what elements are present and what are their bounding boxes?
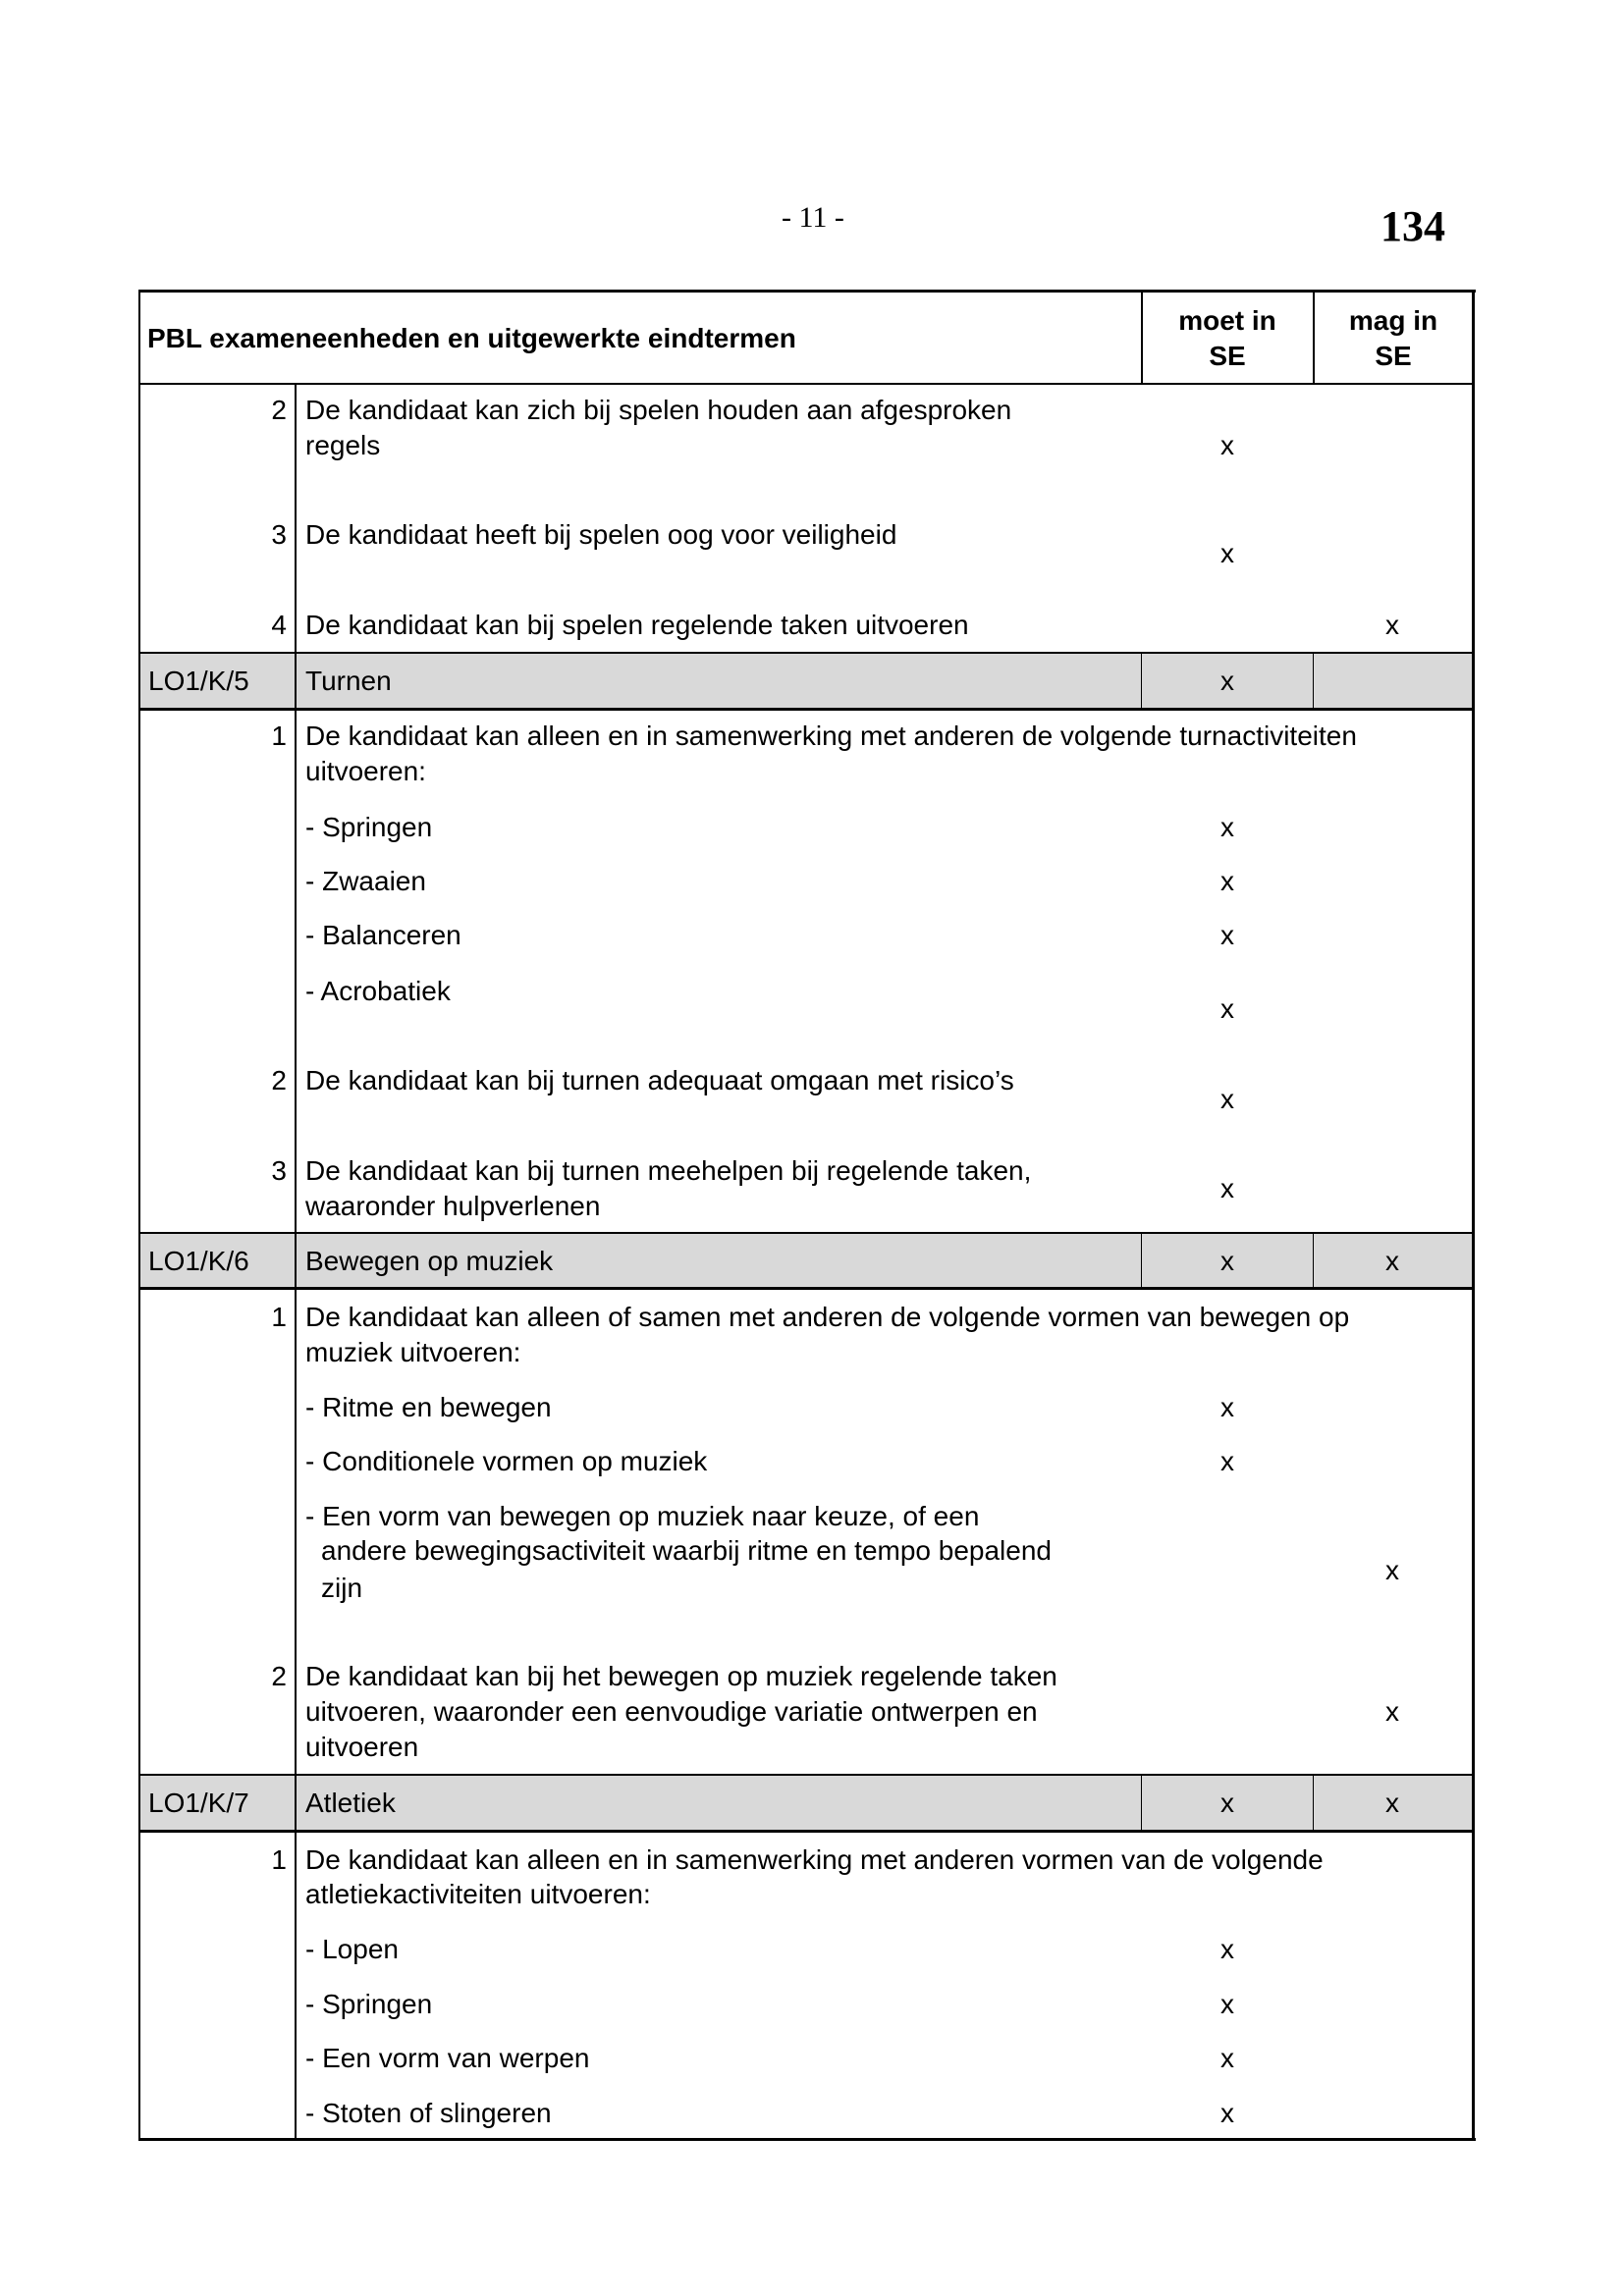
rule-k5-bottom: [138, 708, 1474, 711]
item-number: 3: [271, 1155, 287, 1186]
section-moet-mark: x: [1220, 1788, 1234, 1818]
moet-mark: x: [1220, 2043, 1234, 2073]
col-header-moet-line2: SE: [1209, 341, 1246, 371]
col-code-divider: [295, 383, 297, 2140]
rule-k6-bottom: [138, 1287, 1474, 1290]
section-code: LO1/K/6: [148, 1246, 249, 1276]
item-text: atletiekactiviteiten uitvoeren:: [305, 1879, 651, 1909]
item-number: 3: [271, 519, 287, 550]
table-border-left: [138, 290, 140, 2141]
item-text: De kandidaat kan bij turnen adequaat omgaan met risico’s: [305, 1065, 1014, 1095]
item-number: 1: [271, 1844, 287, 1875]
item-number: 2: [271, 1661, 287, 1691]
sub-item-label: andere bewegingsactiviteit waarbij ritme en tempo bepalend: [321, 1535, 1052, 1566]
section-title: Bewegen op muziek: [305, 1246, 554, 1276]
section-mag-mark: x: [1385, 1246, 1399, 1276]
sub-item-label: - Zwaaien: [305, 866, 426, 896]
item-text: uitvoeren:: [305, 756, 426, 786]
moet-mark: x: [1220, 2098, 1234, 2128]
moet-mark: x: [1220, 430, 1234, 460]
mag-mark: x: [1385, 1555, 1399, 1585]
sub-item-label: - Conditionele vormen op muziek: [305, 1446, 708, 1476]
sub-item-label: - Balanceren: [305, 920, 461, 950]
item-text: De kandidaat kan alleen en in samenwerking met anderen vormen van de volgende: [305, 1844, 1324, 1875]
page-number: 134: [1380, 202, 1445, 250]
section-title: Turnen: [305, 666, 392, 696]
moet-mark: x: [1220, 1989, 1234, 2019]
moet-mark: x: [1220, 538, 1234, 568]
moet-mark: x: [1220, 866, 1234, 896]
moet-mark: x: [1220, 1392, 1234, 1422]
item-text: waaronder hulpverlenen: [305, 1191, 601, 1221]
table-border-right: [1472, 290, 1475, 2141]
sub-item-label: zijn: [321, 1573, 363, 1603]
k5-col-moet-divider: [1141, 653, 1142, 709]
section-code: LO1/K/5: [148, 666, 249, 696]
rule-k6-top: [138, 1232, 1474, 1234]
sub-item-label: - Ritme en bewegen: [305, 1392, 552, 1422]
moet-mark: x: [1220, 920, 1234, 950]
item-text: uitvoeren: [305, 1732, 419, 1762]
moet-mark: x: [1220, 1446, 1234, 1476]
item-text: De kandidaat heeft bij spelen oog voor veiligheid: [305, 519, 897, 550]
section-title: Atletiek: [305, 1788, 396, 1818]
item-text: De kandidaat kan alleen of samen met anderen de volgende vormen van bewegen op: [305, 1302, 1350, 1332]
rule-k7-top: [138, 1774, 1474, 1776]
moet-mark: x: [1220, 1934, 1234, 1964]
table-border-bottom: [138, 2138, 1476, 2141]
moet-mark: x: [1220, 1173, 1234, 1203]
item-text: De kandidaat kan alleen en in samenwerking met anderen de volgende turnactiviteiten: [305, 721, 1357, 751]
item-number: 1: [271, 1302, 287, 1332]
item-text: muziek uitvoeren:: [305, 1337, 521, 1367]
sub-item-label: - Stoten of slingeren: [305, 2098, 552, 2128]
header-col-moet-divider: [1141, 290, 1143, 384]
sub-item-label: - Een vorm van werpen: [305, 2043, 590, 2073]
header-bottom-rule: [138, 383, 1474, 385]
moet-mark: x: [1220, 993, 1234, 1024]
moet-mark: x: [1220, 812, 1234, 842]
item-text: De kandidaat kan bij spelen regelende taken uitvoeren: [305, 610, 969, 640]
col-header-mag-line1: mag in: [1348, 305, 1438, 336]
section-moet-mark: x: [1220, 666, 1234, 696]
item-number: 2: [271, 395, 287, 425]
col-header-moet-line1: moet in: [1178, 305, 1276, 336]
k6-col-moet-divider: [1141, 1233, 1142, 1288]
item-number: 4: [271, 610, 287, 640]
col-header-mag-line2: SE: [1375, 341, 1412, 371]
mag-mark: x: [1385, 610, 1399, 640]
sub-item-label: - Een vorm van bewegen op muziek naar keuze, of een: [305, 1501, 980, 1531]
item-text: De kandidaat kan bij turnen meehelpen bij regelende taken,: [305, 1155, 1032, 1186]
section-moet-mark: x: [1220, 1246, 1234, 1276]
item-number: 1: [271, 721, 287, 751]
sub-item-label: - Springen: [305, 812, 433, 842]
item-text: De kandidaat kan bij het bewegen op muziek regelende taken: [305, 1661, 1057, 1691]
section-code: LO1/K/7: [148, 1788, 249, 1818]
k7-col-mag-divider: [1313, 1775, 1314, 1831]
mag-mark: x: [1385, 1696, 1399, 1727]
sub-item-label: - Acrobatiek: [305, 976, 451, 1006]
table-header-title: PBL exameneenheden en uitgewerkte eindtermen: [147, 323, 796, 353]
item-number: 2: [271, 1065, 287, 1095]
table-border-top: [138, 290, 1476, 293]
k5-col-mag-divider: [1313, 653, 1314, 709]
page-label: - 11 -: [782, 201, 844, 234]
k7-col-moet-divider: [1141, 1775, 1142, 1831]
moet-mark: x: [1220, 1084, 1234, 1114]
sub-item-label: - Lopen: [305, 1934, 399, 1964]
item-text: uitvoeren, waaronder een eenvoudige variatie ontwerpen en: [305, 1696, 1038, 1727]
rule-k7-bottom: [138, 1830, 1474, 1833]
item-text: De kandidaat kan zich bij spelen houden aan afgesproken: [305, 395, 1012, 425]
section-mag-mark: x: [1385, 1788, 1399, 1818]
item-text: regels: [305, 430, 381, 460]
k6-col-mag-divider: [1313, 1233, 1314, 1288]
sub-item-label: - Springen: [305, 1989, 433, 2019]
rule-k5-top: [138, 652, 1474, 654]
